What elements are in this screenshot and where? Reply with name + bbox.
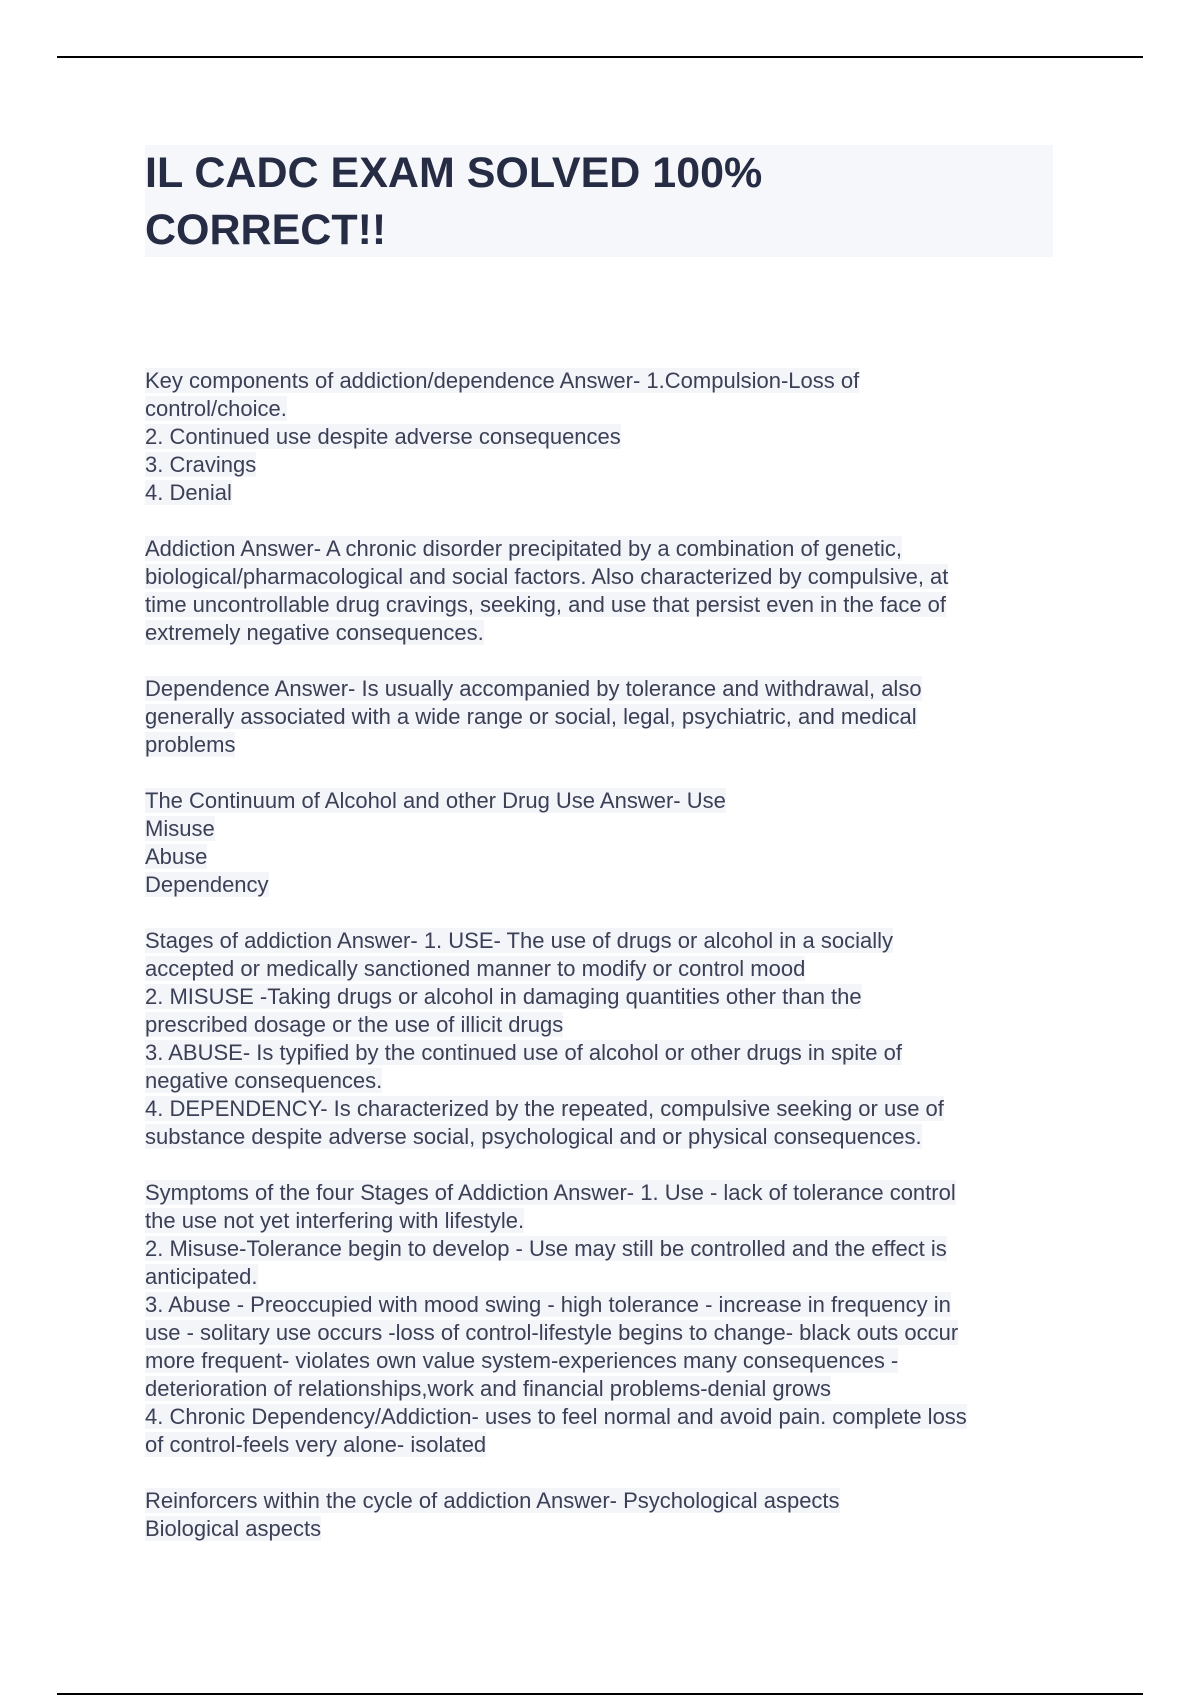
text-line: Biological aspects [145, 1516, 322, 1541]
text-line: Key components of addiction/dependence Answer- 1.Compulsion-Loss of [145, 368, 860, 393]
text-line: Addiction Answer- A chronic disorder precipitated by a combination of genetic, [145, 536, 902, 561]
text-line: Dependence Answer- Is usually accompanied by tolerance and withdrawal, also [145, 676, 922, 701]
bottom-rule [57, 1693, 1143, 1695]
text-line: 4. Denial [145, 480, 232, 505]
text-line: generally associated with a wide range or social, legal, psychiatric, and medical [145, 704, 917, 729]
text-line: 2. MISUSE -Taking drugs or alcohol in damaging quantities other than the [145, 984, 862, 1009]
qa-entry-stages [145, 927, 1065, 1151]
text-line: control/choice. [145, 396, 287, 421]
text-line: more frequent- violates own value system-experiences many consequences - [145, 1348, 899, 1373]
text-line: negative consequences. [145, 1068, 383, 1093]
text-line: 3. Abuse - Preoccupied with mood swing - high tolerance - increase in frequency in [145, 1292, 951, 1317]
text-line: anticipated. [145, 1264, 258, 1289]
qa-entry-addiction [145, 535, 1065, 647]
qa-entry-reinforcers [145, 1487, 1065, 1543]
text-line: the use not yet interfering with lifestyle. [145, 1208, 525, 1233]
text-line: 3. ABUSE- Is typified by the continued use of alcohol or other drugs in spite of [145, 1040, 902, 1065]
text-line: Abuse [145, 844, 208, 869]
text-line: 2. Continued use despite adverse consequences [145, 424, 621, 449]
text-line: biological/pharmacological and social factors. Also characterized by compulsive, at [145, 564, 949, 589]
text-line: 4. Chronic Dependency/Addiction- uses to feel normal and avoid pain. complete loss [145, 1404, 967, 1429]
text-line: 3. Cravings [145, 452, 257, 477]
text-line: extremely negative consequences. [145, 620, 484, 645]
text-line: 2. Misuse-Tolerance begin to develop - Use may still be controlled and the effect is [145, 1236, 947, 1261]
text-line: problems [145, 732, 236, 757]
qa-entry-continuum [145, 787, 1065, 899]
text-line: accepted or medically sanctioned manner to modify or control mood [145, 956, 806, 981]
text-line: Symptoms of the four Stages of Addiction Answer- 1. Use - lack of tolerance control [145, 1180, 956, 1205]
document-title [145, 145, 1053, 259]
text-line: Misuse [145, 816, 215, 841]
text-line: of control-feels very alone- isolated [145, 1432, 487, 1457]
qa-entry-dependence [145, 675, 1065, 759]
top-rule [57, 56, 1143, 58]
text-line: prescribed dosage or the use of illicit drugs [145, 1012, 564, 1037]
text-line: Stages of addiction Answer- 1. USE- The use of drugs or alcohol in a socially [145, 928, 893, 953]
text-line: The Continuum of Alcohol and other Drug Use Answer- Use [145, 788, 726, 813]
text-line: use - solitary use occurs -loss of control-lifestyle begins to change- black outs occur [145, 1320, 959, 1345]
document-body [145, 367, 1065, 1571]
title-line: CORRECT!! [145, 206, 387, 254]
text-line: time uncontrollable drug cravings, seeking, and use that persist even in the face of [145, 592, 947, 617]
text-line: 4. DEPENDENCY- Is characterized by the repeated, compulsive seeking or use of [145, 1096, 944, 1121]
title-line: IL CADC EXAM SOLVED 100% [145, 149, 763, 197]
text-line: Reinforcers within the cycle of addiction Answer- Psychological aspects [145, 1488, 840, 1513]
qa-entry-key-components [145, 367, 1065, 507]
text-line: Dependency [145, 872, 269, 897]
qa-entry-symptoms [145, 1179, 1065, 1459]
text-line: deterioration of relationships,work and financial problems-denial grows [145, 1376, 832, 1401]
text-line: substance despite adverse social, psychological and or physical consequences. [145, 1124, 922, 1149]
